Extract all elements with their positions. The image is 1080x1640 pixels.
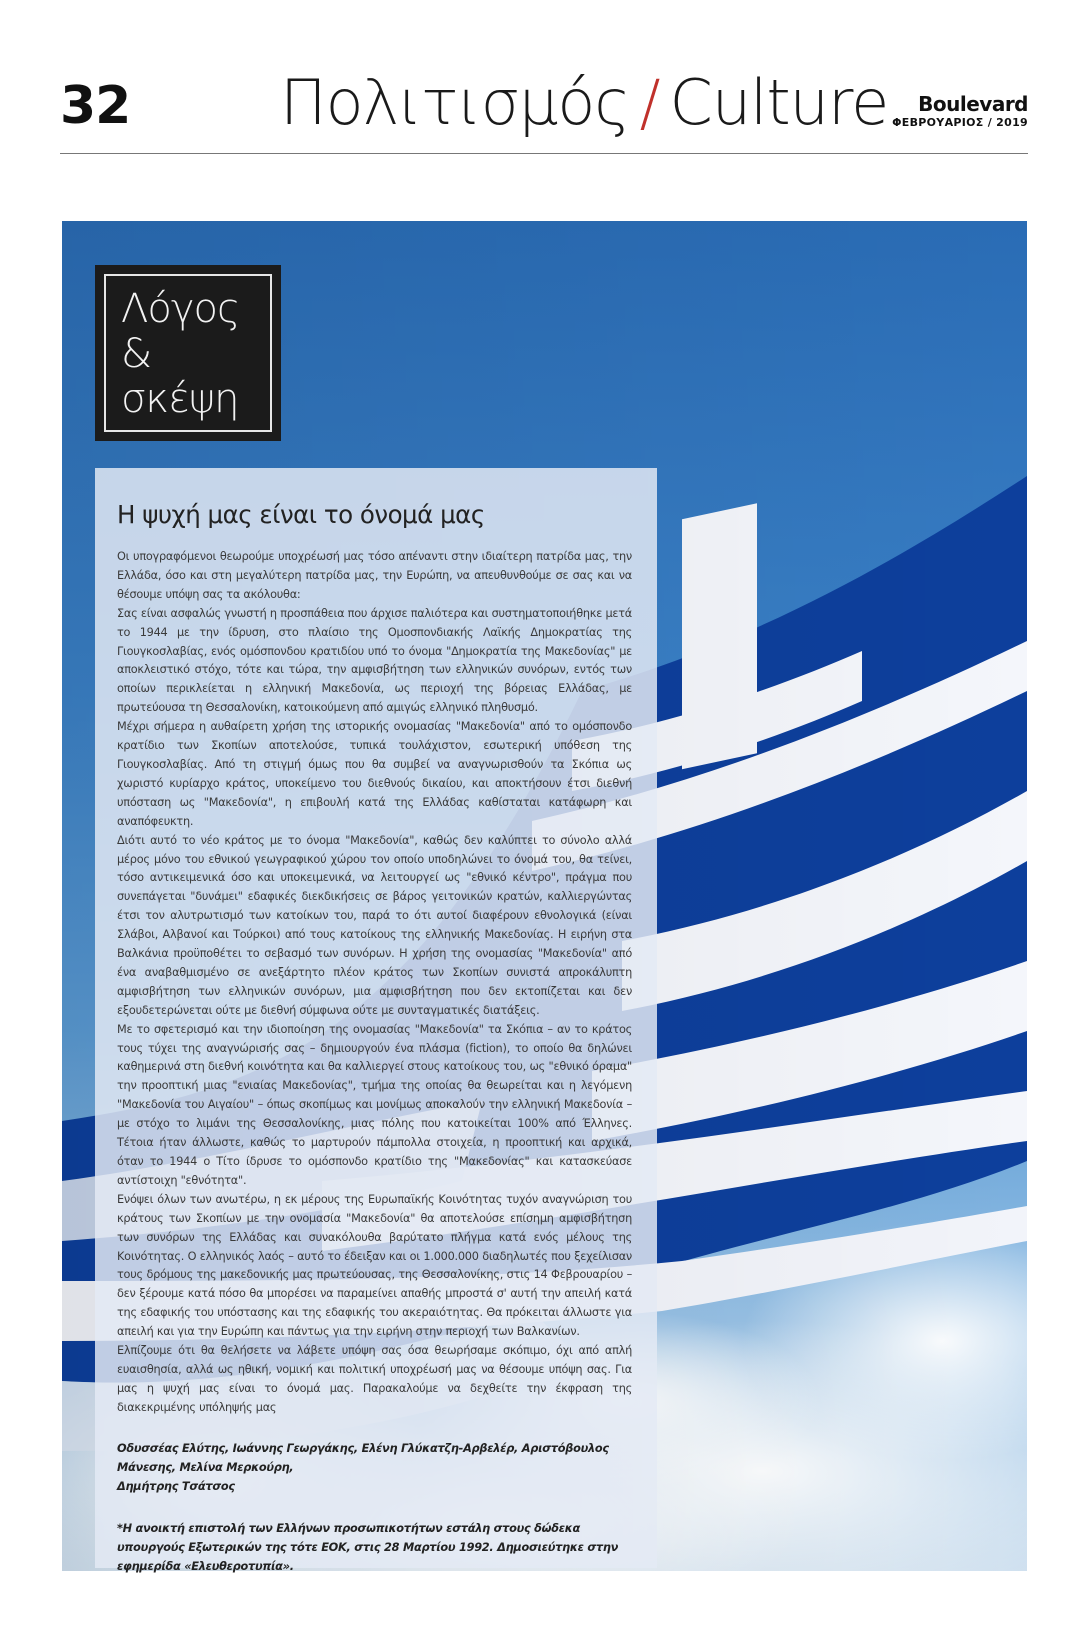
logo-line-skepsi: σκέψη <box>121 376 239 422</box>
column-logo <box>95 265 281 441</box>
signatories <box>117 1440 632 1497</box>
page-number: 32 <box>60 76 131 136</box>
article-title: Η ψυχή μας είναι το όνομά μας <box>117 500 485 529</box>
article-paragraph: Διότι αυτό το νέο κράτος με το όνομα "Μακεδονία", καθώς δεν καλύπτει το σύνολο αλλά μέρος μόνο του εθνικού γεωγραφικού χώρου τον οποίο υποδηλώνει το όνομά του, θα τείνει, τόσο αντικειμενικά όσο και υποκειμενικά, να λειτουργεί ως "εθνικό κέντρο", πράγμα που συνεπάγεται "δυνάμει" εδαφικές διεκδικήσεις σε βάρος γειτονικών κρατών, καλλιεργώντας έτσι τον αλυτρωτισμό των κατοίκων του, παρά το ότι αυτοί διαφέρουν εθνολογικά (είναι Σλάβοι, Αλβανοί και Τούρκοι) από τους κατοίκους της ελληνικής Μακεδονίας. Η ειρήνη στα Βαλκάνια προϋποθέτει το σεβασμό των συνόρων. Η χρήση της ονομασίας "Μακεδονία" από ένα αναβαθμισμένο σε ανεξάρτητο πλέον κράτος των Σκοπίων συνιστά απροκάλυπτη αμφισβήτηση των ελληνικών συνόρων, μια αμφισβήτηση που δεν εκτοπίζεται και δεν εξουδετερώνεται ούτε με διεθνή σύμφωνα ούτε με συνταγματικές διατάξεις. <box>117 833 632 1017</box>
logo-line-logos: Λόγος <box>121 286 240 332</box>
section-title-english: Culture <box>669 66 889 139</box>
article-paragraph: Ενόψει όλων των ανωτέρω, η εκ μέρους της Ευρωπαϊκής Κοινότητας τυχόν αναγνώριση του κράτους των Σκοπίων με την ονομασία "Μακεδονία" θα αποτελούσε επίσημη αμφισβήτηση των συνόρων της Ελλάδας και συνακόλουθα βαρύτατο πλήγμα κατά ενός μέλους της Κοινότητας. Ο ελληνικός λαός – αυτό το έδειξαν και οι 1.000.000 διαδηλωτές που ξεχείλισαν τους δρόμους της μακεδονικής μας πρωτεύουσας, της Θεσσαλονίκης, στις 14 Φεβρουαρίου – δεν ξέρουμε κατά πόσο θα μπορέσει να παραμείνει απαθής μπροστά σ' αυτή την απειλή κατά της εδαφικής του υπόστασης και της εδαφικής του ακεραιότητας. Θα πρόκειται άλλωστε για απειλή και για την Ευρώπη και πάντως για την ειρήνη στην περιοχή των Βαλκανίων. <box>117 1192 632 1339</box>
article-paragraph: Μέχρι σήμερα η αυθαίρετη χρήση της ιστορικής ονομασίας "Μακεδονία" από το ομόσπονδο κρατίδιο των Σκοπίων αποτελούσε, τυπικά τουλάχιστον, εσωτερική υπόθεση της Γιουγκοσλαβίας. Από τη στιγμή όμως που θα συμβεί να αναγνωρισθούν τα Σκόπια ως χωριστό κυρίαρχο κράτος, υποκείμενο του διεθνούς δικαίου, και αποκτήσουν έτσι διεθνή υπόσταση ως "Μακεδονία", η επιβουλή κατά της Ελλάδας καθίσταται κατάφωρη και αναπόφευκτη. <box>117 720 632 828</box>
article-body <box>117 548 632 1577</box>
brand-name: Boulevard <box>918 92 1028 116</box>
section-title-greek: Πολιτισμός <box>280 66 630 139</box>
article-paragraph: Σας είναι ασφαλώς γνωστή η προσπάθεια που άρχισε παλιότερα και συστηματοποιήθηκε μετά το 1944 με την ίδρυση, στο πλαίσιο της Ομοσπονδιακής Λαϊκής Δημοκρατίας της Γιουγκοσλαβίας, ενός ομόσπονδου κρατιδίου υπό το όνομα "Δημοκρατία της Μακεδονίας" με αποκλειστικό στόχο, τότε και τώρα, την αμφισβήτηση των ελληνικών συνόρων, εντός των οποίων περικλείεται η ελληνική Μακεδονία, ως περιοχή της βόρειας Ελλάδας, με πρωτεύουσα τη Θεσσαλονίκη, κατοικούμενη από αμιγώς ελληνικό πληθυσμό. <box>117 606 632 715</box>
section-title <box>280 66 889 139</box>
header-divider <box>60 153 1028 154</box>
signatories-line: Δημήτρης Τσάτσος <box>117 1479 235 1493</box>
column-logo-text <box>121 287 239 422</box>
signatories-line: Οδυσσέας Ελύτης, Ιωάννης Γεωργάκης, Ελένη Γλύκατζη-Αρβελέρ, Αριστόβουλος Μάνεσης, Μελίνα Μερκούρη, <box>117 1441 609 1474</box>
article-paragraph: Με το σφετερισμό και την ιδιοποίηση της ονομασίας "Μακεδονία" τα Σκόπια – αν το κράτος τους τύχει της αναγνώρισής σας – δημιουργούν ένα πλάσμα (fiction), το οποίο θα δηλώνει καθημερινά στη διεθνή κοινότητα και θα καλλιεργεί στους κατοίκους του, ως "εθνικό όραμα" την προοπτική μιας "ενιαίας Μακεδονίας", τμήμα της οποίας θα θεωρείται και η λεγόμενη "Μακεδονία του Αιγαίου" – όπως σκοπίμως και μονίμως αποκαλούν την ελληνική Μακεδονία – με στόχο το λιμάνι της Θεσσαλονίκης, μιας πόλης που κατοικείται 100% από Έλληνες. Τέτοια ήταν άλλωστε, καθώς το μαρτυρούν πάμπολλα στοιχεία, η προοπτική και αρχικά, όταν το 1944 ο Τίτο ίδρυσε το ομόσπονδο κρατίδιο της "Μακεδονίας" και κατασκεύασε αντίστοιχη "εθνότητα". <box>117 1022 632 1187</box>
article-paragraph: Οι υπογραφόμενοι θεωρούμε υποχρέωσή μας τόσο απέναντι στην ιδιαίτερη πατρίδα μας, την Ελλάδα, όσο και στη μεγαλύτερη πατρίδα μας, την Ευρώπη, να απευθυνθούμε σε σας και να θέσουμε υπόψη σας τα ακόλουθα: <box>117 550 632 601</box>
issue-date: ΦΕΒΡΟΥΑΡΙΟΣ / 2019 <box>892 116 1028 129</box>
article-panel <box>95 468 657 1574</box>
section-title-slash: / <box>639 66 660 139</box>
article-paragraph: Ελπίζουμε ότι θα θελήσετε να λάβετε υπόψη σας όσα θεωρήσαμε σκόπιμο, όχι από απλή ευαισθησία, αλλά ως ηθική, νομική και πολιτική υποχρέωσή μας να θέσουμε υπόψη σας. Για μας η ψυχή μας είναι το όνομά μας. Παρακαλούμε να δεχθείτε την έκφραση της διακεκριμένης υπόληψής μας <box>117 1344 632 1414</box>
logo-line-ampersand: & <box>121 331 152 377</box>
publication-brand <box>892 94 1028 128</box>
article-footnote: *Η ανοικτή επιστολή των Ελλήνων προσωπικοτήτων εστάλη στους δώδεκα υπουργούς Εξωτερικών της τότε ΕΟΚ, στις 28 Μαρτίου 1992. Δημοσιεύτηκε στην εφημερίδα «Ελευθεροτυπία». <box>117 1522 619 1574</box>
